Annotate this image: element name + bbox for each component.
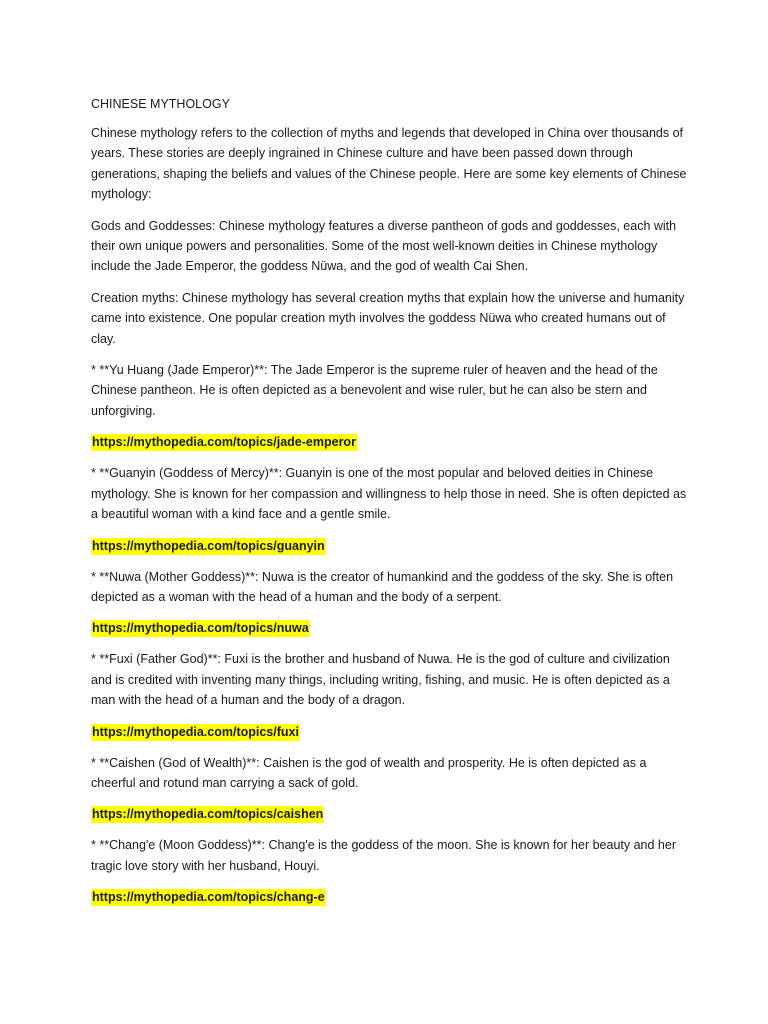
link-chang-e[interactable]: https://mythopedia.com/topics/chang-e: [92, 890, 325, 905]
document-title: CHINESE MYTHOLOGY: [91, 97, 230, 111]
entry-caishen: * **Caishen (God of Wealth)**: Caishen is the god of wealth and prosperity. He is often depicted as a cheerful and rotund man carrying a sack of gold.: [91, 755, 647, 790]
link-nuwa[interactable]: https://mythopedia.com/topics/nuwa: [92, 621, 309, 636]
entry-guanyin: * **Guanyin (Goddess of Mercy)**: Guanyin is one of the most popular and beloved deities in Chinese mythology. She is known for her compassion and willingness to help those in need. She is often depicted as a beautiful woman with a kind face and a gentle smile.: [91, 466, 687, 522]
link-caishen[interactable]: https://mythopedia.com/topics/caishen: [92, 807, 324, 822]
link-guanyin[interactable]: https://mythopedia.com/topics/guanyin: [92, 538, 325, 553]
creation-paragraph: Creation myths: Chinese mythology has several creation myths that explain how the universe and humanity came into existence. One popular creation myth involves the goddess Nüwa who created humans out of clay.: [91, 290, 685, 346]
intro-paragraph: Chinese mythology refers to the collection of myths and legends that developed in China over thousands of years. These stories are deeply ingrained in Chinese culture and have been passed down through generations, shaping the beliefs and values of the Chinese people. Here are some key elements of Chinese mythology:: [91, 126, 687, 202]
entry-nuwa: * **Nuwa (Mother Goddess)**: Nuwa is the creator of humankind and the goddess of the sky. She is often depicted as a woman with the head of a human and the body of a serpent.: [91, 569, 674, 604]
entry-jade-emperor: * **Yu Huang (Jade Emperor)**: The Jade Emperor is the supreme ruler of heaven and the head of the Chinese pantheon. He is often depicted as a benevolent and wise ruler, but he can also be stern and unforgiving.: [91, 363, 658, 418]
link-jade-emperor[interactable]: https://mythopedia.com/topics/jade-emperor: [92, 435, 356, 450]
gods-paragraph: Gods and Goddesses: Chinese mythology features a diverse pantheon of gods and goddesses, each with their own unique powers and personalities. Some of the most well-known deities in Chinese mythology include the Jade Emperor, the goddess Nüwa, and the god of wealth Cai Shen.: [91, 218, 677, 274]
link-fuxi[interactable]: https://mythopedia.com/topics/fuxi: [92, 724, 299, 739]
entry-fuxi: * **Fuxi (Father God)**: Fuxi is the brother and husband of Nuwa. He is the god of culture and civilization and is credited with inventing many things, including writing, fishing, and music. He is often depicted as a man with the head of a human and the body of a dragon.: [91, 652, 670, 708]
entry-chang-e: * **Chang'e (Moon Goddess)**: Chang'e is the goddess of the moon. She is known for her beauty and her tragic love story with her husband, Houyi.: [91, 838, 676, 873]
